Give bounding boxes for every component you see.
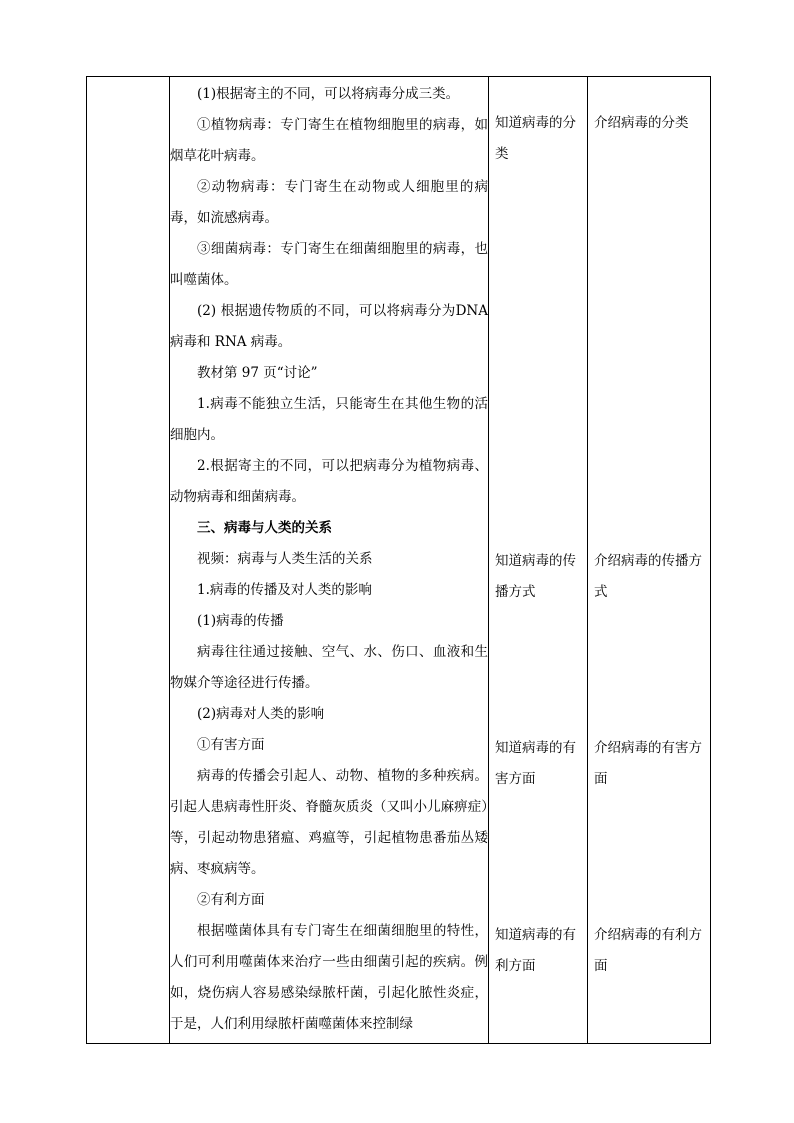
content-paragraph: ②有利方面	[197, 892, 265, 908]
content-paragraph: (2) 根据遗传物质的不同，可以将病毒分为DNA 病毒和 RNA 病毒。	[170, 303, 488, 350]
blank-first-column	[87, 77, 170, 1044]
content-paragraph: (1)病毒的传播	[197, 613, 284, 629]
design-intent-cell	[588, 77, 711, 1044]
table-row	[87, 77, 711, 1044]
content-paragraph: 1.病毒不能独立生活，只能寄生在其他生物的活细胞内。	[170, 396, 488, 443]
content-paragraph: 教材第 97 页“讨论”	[197, 365, 318, 381]
content-paragraph: (1)根据寄主的不同，可以将病毒分成三类。	[197, 86, 460, 102]
student-activity-text: 知道病毒的传播方式	[495, 553, 576, 600]
content-paragraph: ③细菌病毒：专门寄生在细菌细胞里的病毒，也叫噬菌体。	[170, 241, 488, 288]
content-paragraph: 根据噬菌体具有专门寄生在细菌细胞里的特性，人们可利用噬菌体来治疗一些由细菌引起的疾病。例如，烧伤病人容易感染绿脓杆菌，引起化脓性炎症，于是，人们利用绿脓杆菌噬菌体来控制绿	[170, 923, 488, 1032]
student-activity-text: 知道病毒的分类	[495, 115, 576, 162]
student-activity-text: 知道病毒的有害方面	[495, 740, 576, 787]
student-activity-cell	[489, 77, 588, 1044]
design-intent-text: 介绍病毒的有利方面	[594, 927, 702, 974]
section-heading: 三、病毒与人类的关系	[197, 520, 332, 536]
content-paragraph: 病毒的传播会引起人、动物、植物的多种疾病。引起人患病毒性肝炎、脊髓灰质炎（又叫小儿麻痹症）等，引起动物患猪瘟、鸡瘟等，引起植物患番茄丛矮病、枣疯病等。	[170, 768, 488, 877]
design-intent-text: 介绍病毒的分类	[594, 115, 689, 131]
teaching-content-cell	[170, 77, 489, 1044]
lesson-plan-table	[86, 76, 711, 1044]
content-paragraph: (2)病毒对人类的影响	[197, 706, 325, 722]
content-paragraph: ①有害方面	[197, 737, 265, 753]
student-activity-text: 知道病毒的有利方面	[495, 927, 576, 974]
content-paragraph: ①植物病毒：专门寄生在植物细胞里的病毒，如烟草花叶病毒。	[170, 117, 488, 164]
design-intent-text: 介绍病毒的有害方面	[594, 740, 702, 787]
content-paragraph: 病毒往往通过接触、空气、水、伤口、血液和生物媒介等途径进行传播。	[170, 644, 488, 691]
content-paragraph: 视频：病毒与人类生活的关系	[197, 551, 373, 567]
design-intent-text: 介绍病毒的传播方式	[594, 553, 702, 600]
content-paragraph: ②动物病毒：专门寄生在动物或人细胞里的病毒，如流感病毒。	[170, 179, 488, 226]
content-paragraph: 1.病毒的传播及对人类的影响	[197, 582, 372, 598]
content-paragraph: 2.根据寄主的不同，可以把病毒分为植物病毒、动物病毒和细菌病毒。	[170, 458, 488, 505]
